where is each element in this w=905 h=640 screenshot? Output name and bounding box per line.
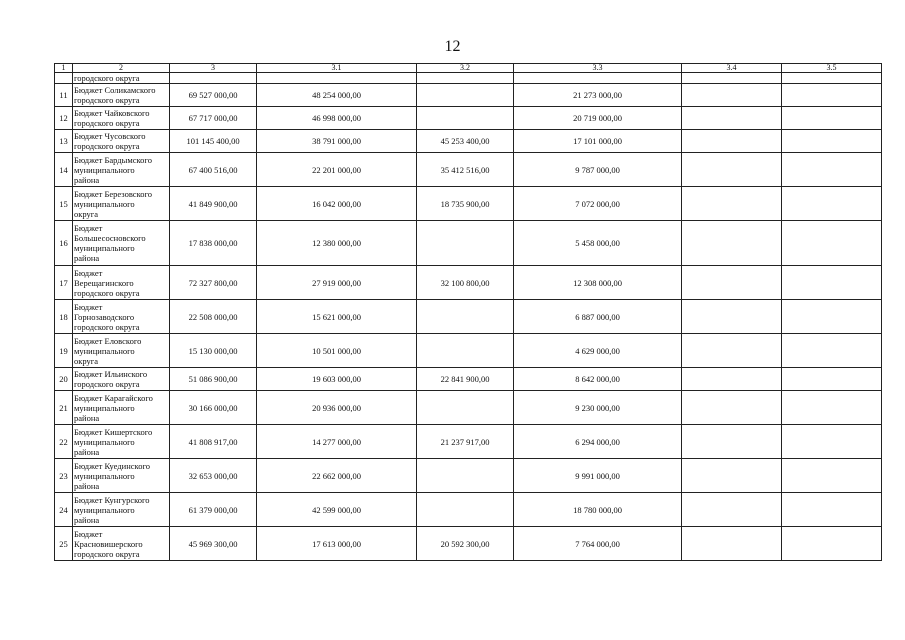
amount-3-2: 35 412 516,00 bbox=[417, 153, 514, 187]
amount-3-1: 20 936 000,00 bbox=[257, 391, 417, 425]
amount-3-3: 6 887 000,00 bbox=[514, 300, 682, 334]
amount-3-4 bbox=[682, 425, 782, 459]
amount-3-3: 9 991 000,00 bbox=[514, 459, 682, 493]
amount-3-4 bbox=[682, 84, 782, 107]
amount-total: 51 086 900,00 bbox=[170, 368, 257, 391]
amount-total: 41 808 917,00 bbox=[170, 425, 257, 459]
amount-3-4 bbox=[682, 107, 782, 130]
row-name: Бюджет Карагайского муниципального района bbox=[73, 391, 170, 425]
row-number: 18 bbox=[55, 300, 73, 334]
amount-3-2: 32 100 800,00 bbox=[417, 266, 514, 300]
row-name: Бюджет Ильинского городского округа bbox=[73, 368, 170, 391]
row-number: 25 bbox=[55, 527, 73, 561]
amount-3-5 bbox=[782, 300, 882, 334]
table-row bbox=[55, 493, 882, 527]
amount-3-1: 15 621 000,00 bbox=[257, 300, 417, 334]
amount-total: 30 166 000,00 bbox=[170, 391, 257, 425]
table-row bbox=[55, 107, 882, 130]
amount-total: 15 130 000,00 bbox=[170, 334, 257, 368]
row-number: 16 bbox=[55, 221, 73, 266]
amount-3-4 bbox=[682, 334, 782, 368]
amount-3-5 bbox=[782, 334, 882, 368]
row-number: 11 bbox=[55, 84, 73, 107]
amount-3-1: 19 603 000,00 bbox=[257, 368, 417, 391]
row-name: Бюджет Чайковского городского округа bbox=[73, 107, 170, 130]
amount-3-2 bbox=[417, 459, 514, 493]
amount-3-3 bbox=[514, 73, 682, 84]
table-row bbox=[55, 391, 882, 425]
row-name: Бюджет Соликамского городского округа bbox=[73, 84, 170, 107]
amount-3-3: 17 101 000,00 bbox=[514, 130, 682, 153]
col-header-3: 3 bbox=[170, 64, 257, 73]
amount-3-1: 27 919 000,00 bbox=[257, 266, 417, 300]
table-row bbox=[55, 187, 882, 221]
amount-3-4 bbox=[682, 459, 782, 493]
amount-3-5 bbox=[782, 368, 882, 391]
amount-3-2 bbox=[417, 391, 514, 425]
header-row bbox=[55, 64, 882, 73]
amount-3-3: 9 787 000,00 bbox=[514, 153, 682, 187]
row-number: 22 bbox=[55, 425, 73, 459]
table-row bbox=[55, 334, 882, 368]
amount-total: 67 717 000,00 bbox=[170, 107, 257, 130]
amount-3-1: 16 042 000,00 bbox=[257, 187, 417, 221]
amount-3-1: 46 998 000,00 bbox=[257, 107, 417, 130]
amount-3-1: 17 613 000,00 bbox=[257, 527, 417, 561]
table-row bbox=[55, 266, 882, 300]
amount-3-3: 12 308 000,00 bbox=[514, 266, 682, 300]
amount-total bbox=[170, 73, 257, 84]
amount-3-4 bbox=[682, 187, 782, 221]
amount-3-4 bbox=[682, 368, 782, 391]
table-row bbox=[55, 73, 882, 84]
amount-3-2: 21 237 917,00 bbox=[417, 425, 514, 459]
amount-3-1: 38 791 000,00 bbox=[257, 130, 417, 153]
amount-3-5 bbox=[782, 221, 882, 266]
amount-3-2: 22 841 900,00 bbox=[417, 368, 514, 391]
row-number: 19 bbox=[55, 334, 73, 368]
row-name: Бюджет Красновишерского городского округа bbox=[73, 527, 170, 561]
amount-3-2 bbox=[417, 300, 514, 334]
amount-3-2 bbox=[417, 84, 514, 107]
amount-3-5 bbox=[782, 153, 882, 187]
amount-3-1: 14 277 000,00 bbox=[257, 425, 417, 459]
col-header-1: 1 bbox=[55, 64, 73, 73]
row-name: Бюджет Чусовского городского округа bbox=[73, 130, 170, 153]
row-number: 13 bbox=[55, 130, 73, 153]
row-number bbox=[55, 73, 73, 84]
amount-total: 67 400 516,00 bbox=[170, 153, 257, 187]
amount-3-2 bbox=[417, 221, 514, 266]
amount-total: 32 653 000,00 bbox=[170, 459, 257, 493]
amount-3-3: 7 764 000,00 bbox=[514, 527, 682, 561]
amount-3-4 bbox=[682, 73, 782, 84]
amount-3-5 bbox=[782, 527, 882, 561]
row-name: Бюджет Еловского муниципального округа bbox=[73, 334, 170, 368]
amount-3-3: 6 294 000,00 bbox=[514, 425, 682, 459]
row-name: Бюджет Большесосновского муниципального района bbox=[73, 221, 170, 266]
amount-3-3: 20 719 000,00 bbox=[514, 107, 682, 130]
table-row bbox=[55, 527, 882, 561]
amount-3-3: 5 458 000,00 bbox=[514, 221, 682, 266]
row-number: 20 bbox=[55, 368, 73, 391]
row-name: Бюджет Куединского муниципального района bbox=[73, 459, 170, 493]
amount-total: 61 379 000,00 bbox=[170, 493, 257, 527]
table-row bbox=[55, 153, 882, 187]
amount-3-4 bbox=[682, 130, 782, 153]
amount-3-3: 7 072 000,00 bbox=[514, 187, 682, 221]
row-number: 15 bbox=[55, 187, 73, 221]
amount-3-2: 45 253 400,00 bbox=[417, 130, 514, 153]
amount-3-1: 48 254 000,00 bbox=[257, 84, 417, 107]
amount-3-5 bbox=[782, 107, 882, 130]
amount-3-2 bbox=[417, 73, 514, 84]
amount-3-5 bbox=[782, 493, 882, 527]
row-name: Бюджет Кишертского муниципального района bbox=[73, 425, 170, 459]
amount-3-5 bbox=[782, 130, 882, 153]
table-row bbox=[55, 300, 882, 334]
amount-3-2 bbox=[417, 107, 514, 130]
amount-total: 41 849 900,00 bbox=[170, 187, 257, 221]
amount-3-1: 12 380 000,00 bbox=[257, 221, 417, 266]
row-name: Бюджет Горнозаводского городского округа bbox=[73, 300, 170, 334]
amount-3-4 bbox=[682, 527, 782, 561]
amount-3-5 bbox=[782, 84, 882, 107]
amount-3-4 bbox=[682, 493, 782, 527]
row-name: городского округа bbox=[73, 73, 170, 84]
amount-3-5 bbox=[782, 425, 882, 459]
amount-total: 69 527 000,00 bbox=[170, 84, 257, 107]
amount-3-1: 22 662 000,00 bbox=[257, 459, 417, 493]
amount-3-5 bbox=[782, 391, 882, 425]
col-header-3-4: 3.4 bbox=[682, 64, 782, 73]
amount-3-5 bbox=[782, 73, 882, 84]
row-number: 12 bbox=[55, 107, 73, 130]
row-number: 14 bbox=[55, 153, 73, 187]
col-header-3-3: 3.3 bbox=[514, 64, 682, 73]
amount-3-1: 22 201 000,00 bbox=[257, 153, 417, 187]
amount-3-5 bbox=[782, 459, 882, 493]
page-number: 12 bbox=[444, 38, 461, 55]
amount-3-4 bbox=[682, 266, 782, 300]
amount-3-3: 9 230 000,00 bbox=[514, 391, 682, 425]
row-number: 23 bbox=[55, 459, 73, 493]
amount-3-1 bbox=[257, 73, 417, 84]
table-row bbox=[55, 425, 882, 459]
amount-3-5 bbox=[782, 266, 882, 300]
amount-3-2 bbox=[417, 493, 514, 527]
col-header-2: 2 bbox=[73, 64, 170, 73]
table-row bbox=[55, 130, 882, 153]
row-number: 21 bbox=[55, 391, 73, 425]
amount-3-3: 21 273 000,00 bbox=[514, 84, 682, 107]
amount-3-4 bbox=[682, 300, 782, 334]
table-row bbox=[55, 368, 882, 391]
row-name: Бюджет Кунгурского муниципального района bbox=[73, 493, 170, 527]
amount-total: 45 969 300,00 bbox=[170, 527, 257, 561]
amount-3-1: 42 599 000,00 bbox=[257, 493, 417, 527]
amount-3-2: 20 592 300,00 bbox=[417, 527, 514, 561]
budget-table bbox=[54, 63, 882, 561]
col-header-3-5: 3.5 bbox=[782, 64, 882, 73]
amount-3-4 bbox=[682, 153, 782, 187]
amount-total: 17 838 000,00 bbox=[170, 221, 257, 266]
table-row bbox=[55, 84, 882, 107]
amount-3-5 bbox=[782, 187, 882, 221]
amount-3-3: 4 629 000,00 bbox=[514, 334, 682, 368]
row-number: 17 bbox=[55, 266, 73, 300]
col-header-3-1: 3.1 bbox=[257, 64, 417, 73]
amount-3-3: 8 642 000,00 bbox=[514, 368, 682, 391]
amount-total: 101 145 400,00 bbox=[170, 130, 257, 153]
row-number: 24 bbox=[55, 493, 73, 527]
amount-3-4 bbox=[682, 221, 782, 266]
table-row bbox=[55, 459, 882, 493]
amount-3-4 bbox=[682, 391, 782, 425]
amount-3-2 bbox=[417, 334, 514, 368]
amount-3-2: 18 735 900,00 bbox=[417, 187, 514, 221]
amount-3-1: 10 501 000,00 bbox=[257, 334, 417, 368]
row-name: Бюджет Бардымского муниципального района bbox=[73, 153, 170, 187]
amount-3-3: 18 780 000,00 bbox=[514, 493, 682, 527]
amount-total: 72 327 800,00 bbox=[170, 266, 257, 300]
row-name: Бюджет Верещагинского городского округа bbox=[73, 266, 170, 300]
table-row bbox=[55, 221, 882, 266]
amount-total: 22 508 000,00 bbox=[170, 300, 257, 334]
row-name: Бюджет Березовского муниципального округа bbox=[73, 187, 170, 221]
col-header-3-2: 3.2 bbox=[417, 64, 514, 73]
